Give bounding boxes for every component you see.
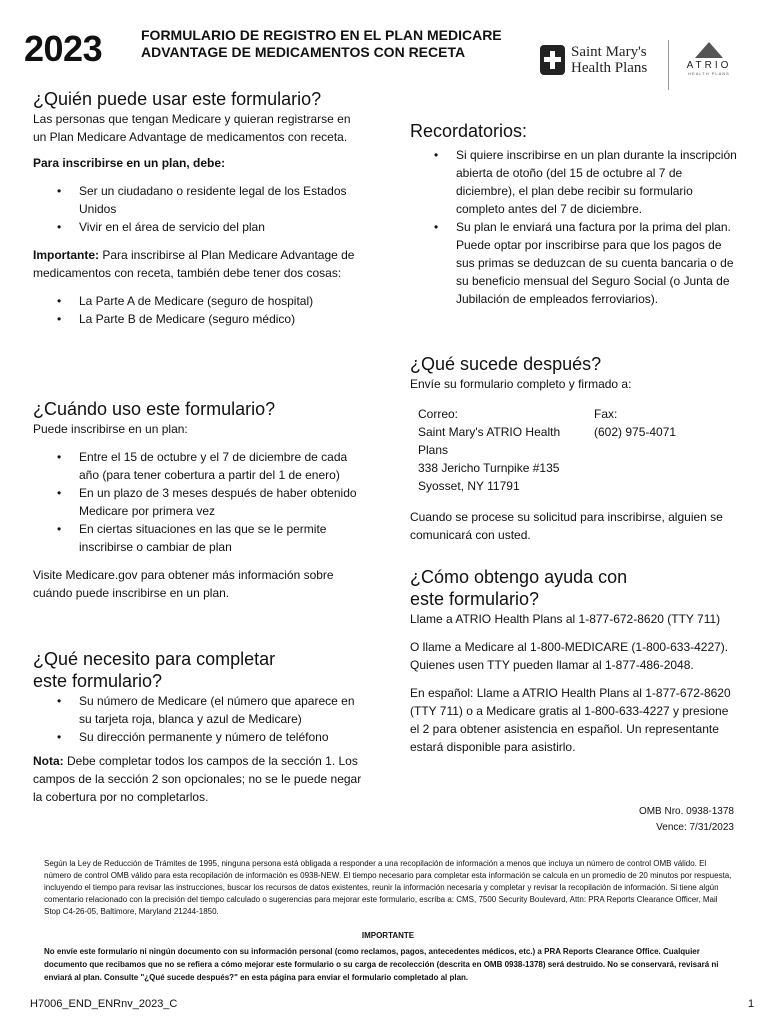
important-text: Para inscribirse al Plan Medicare Advantage de medicamentos con receta, también debe tener dos cosas: (33, 248, 355, 280)
mail-label: Correo: (418, 407, 459, 421)
important-heading: IMPORTANTE (361, 931, 415, 940)
need-list (33, 692, 363, 746)
cross-icon (540, 45, 565, 75)
list-item: • En un plazo de 3 meses después de haber obtenido Medicare por primera vez (33, 484, 363, 520)
omb-number: OMB Nro. 0938-1378 (638, 806, 734, 817)
fax-label: Fax: (594, 407, 618, 421)
process-text: Cuando se procese su solicitud para inscribirse, alguien se comunicará con usted. (410, 510, 723, 542)
saint-marys-logo (540, 44, 647, 76)
section-when (33, 398, 363, 602)
list-item: • La Parte A de Medicare (seguro de hospital) (33, 292, 363, 310)
atrio-logo (678, 42, 740, 76)
list-item: • Su dirección permanente y número de teléfono (33, 728, 363, 746)
note-paragraph (33, 752, 363, 806)
mail-street: 338 Jericho Turnpike #135 (418, 461, 560, 475)
parts-list (33, 292, 363, 328)
mail-name: Saint Mary's ATRIO Health Plans (418, 425, 561, 457)
section-reminders (410, 120, 740, 308)
atrio-logo-text: ATRIO (686, 60, 732, 71)
list-item: • Su número de Medicare (el número que aparece en su tarjeta roja, blanca y azul de Medicare) (33, 692, 363, 728)
important-paragraph (33, 246, 363, 282)
when-text: Puede inscribirse en un plan: (33, 422, 188, 436)
section-help (410, 566, 740, 756)
help-call-text: Llame a ATRIO Health Plans al 1-877-672-8620 (TTY 711) (410, 612, 721, 626)
who-text: Las personas que tengan Medicare y quieran registrarse en un Plan Medicare Advantage de medicamentos con receta. (33, 112, 351, 144)
atrio-logo-subtext: HEALTH PLANS (688, 71, 730, 76)
need-heading-line-1: ¿Qué necesito para completar (33, 649, 276, 669)
next-heading: ¿Qué sucede después? (410, 354, 602, 374)
reminders-list (410, 146, 740, 308)
fax-info (594, 405, 676, 441)
fax-number: (602) 975-4071 (594, 425, 677, 439)
section-who (33, 88, 363, 328)
section-need (33, 648, 363, 806)
enroll-lead: Para inscribirse en un plan, debe: (33, 156, 226, 170)
next-text: Envíe su formulario completo y firmado a: (410, 377, 632, 391)
logo-text-line-1: Saint Mary's (571, 44, 647, 60)
page-number: 1 (748, 998, 755, 1010)
section-next (410, 353, 740, 393)
form-title-line-1: FORMULARIO DE REGISTRO EN EL PLAN MEDICARE (141, 27, 502, 43)
important-label: Importante: (33, 248, 99, 262)
list-item: • Su plan le enviará una factura por la prima del plan. Puede optar por inscribirse para que los pagos de sus primas se deduzcan de su cuenta bancaria o de su beneficio mensual del Seguro Social (o Junta de Jubilación de empleados ferroviarios). (410, 218, 740, 308)
omb-expires: Vence: 7/31/2023 (656, 822, 734, 833)
when-heading: ¿Cuándo uso este formulario? (33, 399, 276, 419)
process-paragraph (410, 508, 740, 544)
who-heading: ¿Quién puede usar este formulario? (33, 89, 322, 109)
form-year: 2023 (24, 28, 103, 69)
help-medicare-text: O llame a Medicare al 1-800-MEDICARE (1-800-633-4227). Quienes usen TTY pueden llamar al 1-877-486-2048. (410, 640, 729, 672)
logo-divider (668, 40, 669, 90)
list-item: • La Parte B de Medicare (seguro médico) (33, 310, 363, 328)
note-text: Debe completar todos los campos de la sección 1. Los campos de la sección 2 son opcionales; no se le puede negar la cobertura por no completarlos. (33, 754, 362, 804)
form-title (141, 27, 531, 61)
mail-city: Syosset, NY 11791 (418, 479, 520, 493)
mailing-address (418, 405, 593, 495)
help-spanish-text: En español: Llame a ATRIO Health Plans al 1-877-672-8620 (TTY 711) o a Medicare gratis al 1-800-633-4227 y presione el 2 para obtener asistencia en español. Un representante estará disponible para asistirlo. (410, 686, 731, 754)
logo-text-line-2: Health Plans (571, 60, 648, 76)
list-item: • Entre el 15 de octubre y el 7 de diciembre de cada año (para tener cobertura a partir del 1 de enero) (33, 448, 363, 484)
list-item: • Si quiere inscribirse en un plan durante la inscripción abierta de otoño (del 15 de octubre al 7 de diciembre), el plan debe recibir su formulario completo antes del 7 de diciembre. (410, 146, 740, 218)
note-label: Nota: (33, 754, 64, 768)
form-title-line-2: ADVANTAGE DE MEDICAMENTOS CON RECETA (141, 44, 466, 60)
pra-statement: Según la Ley de Reducción de Trámites de 1995, ninguna persona está obligada a responder a una recopilación de información a menos que incluya un número de control OMB válido. El número de control OMB válido para esta recopilación de información es 0938-NEW. El tiempo necesario para completar esta información se calcula en un promedio de 20 minutos por respuesta, incluyendo el tiempo para revisar las instrucciones, buscar los recursos de datos existentes, reunir la información necesaria y completar y revisar la recopilación de información. Si tiene algún comentario relacionado con la precisión del tiempo calculado o sugerencias para mejorar este formulario, escriba a: CMS, 7500 Security Boulevard, Attn: PRA Reports Clearance Officer, Mail Stop C4-26-05, Baltimore, Maryland 21244-1850. (44, 859, 732, 916)
mountain-icon (695, 42, 723, 58)
form-code: H7006_END_ENRnv_2023_C (30, 998, 178, 1010)
enroll-list (33, 182, 363, 236)
important-notice: No envíe este formulario ni ningún documento con su información personal (como reclamos, pagos, antecedentes médicos, etc.) a PRA Reports Clearance Office. Cualquier documento que recibamos que no se refiera a cómo mejorar este formulario o su carga de recolección (descrita en OMB 0938-1378) será destruido. No se conservará, revisará ni enviará al plan. Consulte "¿Qué sucede después?" en esta página para enviar el formulario completado al plan. (44, 947, 719, 982)
saint-marys-logo-text (571, 44, 647, 76)
reminders-heading: Recordatorios: (410, 121, 528, 141)
help-heading-line-1: ¿Cómo obtengo ayuda con (410, 567, 628, 587)
list-item: • Ser un ciudadano o residente legal de los Estados Unidos (33, 182, 363, 218)
help-heading-line-2: este formulario? (410, 589, 540, 609)
when-list (33, 448, 363, 556)
need-heading-line-2: este formulario? (33, 671, 163, 691)
visit-medicare-text: Visite Medicare.gov para obtener más información sobre cuándo puede inscribirse en un plan. (33, 568, 334, 600)
omb-info (560, 804, 734, 836)
list-item: • Vivir en el área de servicio del plan (33, 218, 363, 236)
list-item: • En ciertas situaciones en las que se le permite inscribirse o cambiar de plan (33, 520, 363, 556)
